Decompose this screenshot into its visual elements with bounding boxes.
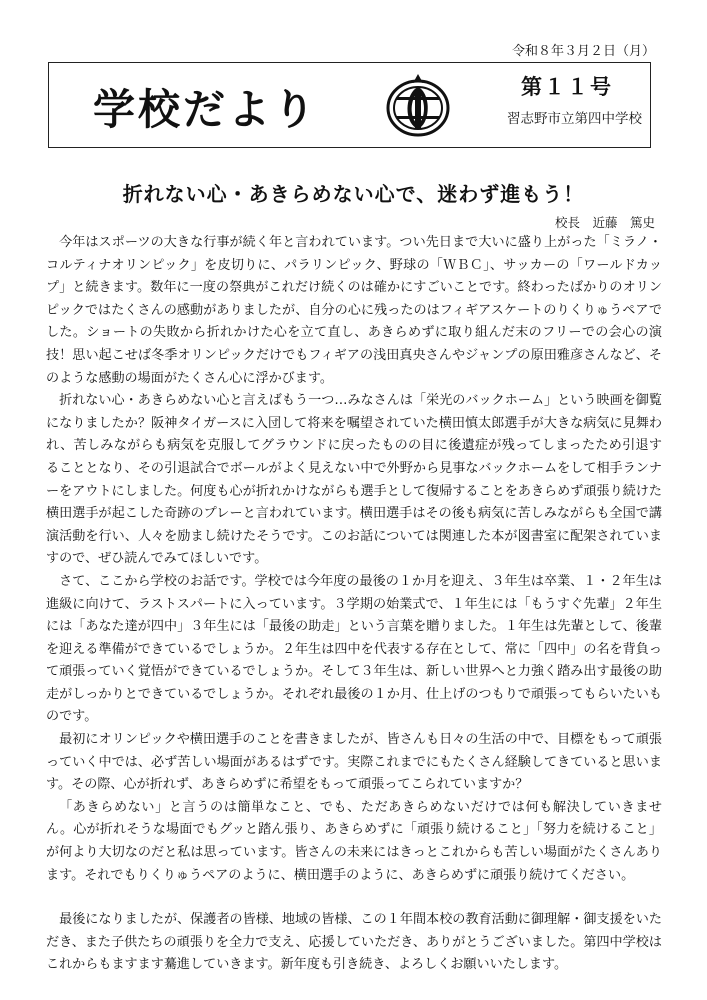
school-crest-icon [385,71,451,139]
paragraph-olympics: 今年はスポーツの大きな行事が続く年と言われています。つい先日まで大いに盛り上がった「ミラノ・コルティナオリンピック」を皮切りに、パラリンピック、野球の「ＷＢＣ」、サッカーの「ワールドカップ」と続きます。数年に一度の祭典がこれだけ続くのは確かにすごいことです。終わったばかりのオリンピックではたくさんの感動がありましたが、自分の心に残ったのはフィギアスケートのりくりゅうペアでした。ショートの失敗から折れかけた心を立て直し、あきらめずに取り組んだ末のフリーでの会心の演技！思い起こせば冬季オリンピックだけでもフィギアの浅田真央さんやジャンプの原田雅彦さんなど、そのような感動の場面がたくさん心に浮かびます。 [46,235,662,386]
paragraph-school: さて、ここから学校のお話です。学校では今年度の最後の１か月を迎え、３年生は卒業、１・２年生は進級に向けて、ラストスパートに入っています。３学期の始業式で、１年生には「もうすぐ先輩」２年生には「あなた達が四中」３年生には「最後の助走」という言葉を贈りました。１年生は先輩として、後輩を迎える準備ができているでしょうか。２年生は四中を代表する存在として、常に「四中」の名を背負って頑張っていく覚悟ができているでしょうか。そして３年生は、新しい世界へと力強く踏み出す最後の助走がしっかりとできているでしょうか。それぞれ最後の１か月、仕上げのつもりで頑張ってもらいたいものです。 [46,573,662,725]
paragraph-yokota: 折れない心・あきらめない心と言えばもう一つ…みなさんは「栄光のバックホーム」という映画を御覧になりましたか？阪神タイガースに入団して将来を嘱望されていた横田慎太郎選手が大きな病気に見舞われ、苦しみながらも病気を克服してグラウンドに戻ったものの目に後遺症が残ってしまったため引退することとなり、その引退試合でボールがよく見えない中で外野から見事なバックホームをして相手ランナーをアウトにしました。何度も心が折れかけながらも選手として復帰することをあきらめず頑張り続けた横田選手が起こした奇跡のプレーと言われています。横田選手はその後も病気に苦しみながらも全国で講演活動を行い、人々を励まし続けたそうです。このお話については関連した本が図書室に配架されていますので、ぜひ読んでみてほしいです。 [46,393,662,567]
paragraph-hardships: 最初にオリンピックや横田選手のことを書きましたが、皆さんも日々の生活の中で、目標をもって頑張っていく中では、必ず苦しい場面があるはずです。実際これまでにもたくさん経験してきていると思います。その際、心が折れず、あきらめずに希望をもって頑張ってこられていますか？ [46,732,662,793]
paragraph-closing: 最後になりましたが、保護者の皆様、地域の皆様、この１年間本校の教育活動に御理解・御支援をいただき、また子供たちの頑張りを全力で支え、応援していただき、ありがとうございました。第四中学校はこれからもますます驀進していきます。新年度も引き続き、よろしくお願いいたします。 [46,912,662,973]
newsletter-title: 学校だより [93,85,319,134]
article-headline: 折れない心・あきらめない心で、迷わず進もう！ [122,182,585,206]
school-name: 習志野市立第四中学校 [507,111,642,127]
paragraph-never-give-up: 「あきらめない」と言うのは簡単なこと、でも、ただあきらめないだけでは何も解決していきません。心が折れそうな場面でもグッと踏ん張り、あきらめずに「頑張り続けること」「努力を続けること」が何より大切なのだと私は思っています。皆さんの未来にはきっとこれからも苦しい場面がたくさんあります。それでもりくりゅうペアのように、横田選手のように、あきらめずに頑張り続けてください。 [46,799,662,883]
issue-number: 第１１号 [521,75,613,99]
article-author: 校長 近藤 篤史 [554,215,655,230]
newsletter-header [48,62,651,148]
issue-date: 令和８年３月２日（月） [511,44,655,59]
article-body [46,232,662,977]
